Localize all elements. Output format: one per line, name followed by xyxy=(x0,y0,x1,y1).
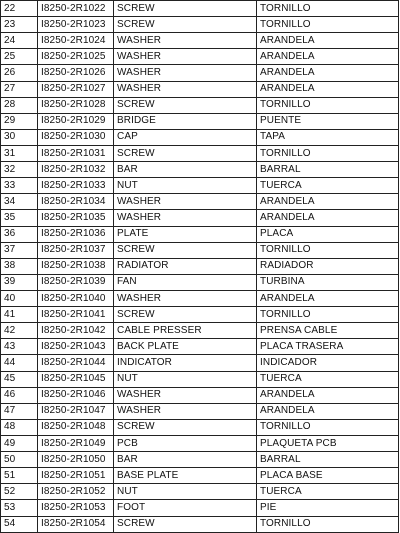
english-name-cell: BASE PLATE xyxy=(114,468,257,484)
english-name-cell: SCREW xyxy=(114,17,257,33)
spanish-name-cell: TORNILLO xyxy=(257,145,399,161)
english-name-cell: FOOT xyxy=(114,500,257,516)
english-name-cell: WASHER xyxy=(114,290,257,306)
row-number-cell: 42 xyxy=(1,323,38,339)
spanish-name-cell: PLACA BASE xyxy=(257,468,399,484)
table-row xyxy=(1,258,399,274)
row-number-cell: 29 xyxy=(1,113,38,129)
english-name-cell: WASHER xyxy=(114,81,257,97)
english-name-cell: WASHER xyxy=(114,387,257,403)
spanish-name-cell: TORNILLO xyxy=(257,1,399,17)
row-number-cell: 34 xyxy=(1,194,38,210)
english-name-cell: RADIATOR xyxy=(114,258,257,274)
spanish-name-cell: ARANDELA xyxy=(257,194,399,210)
row-number-cell: 28 xyxy=(1,97,38,113)
row-number-cell: 53 xyxy=(1,500,38,516)
row-number-cell: 23 xyxy=(1,17,38,33)
row-number-cell: 37 xyxy=(1,242,38,258)
part-code-cell: I8250-2R1029 xyxy=(38,113,114,129)
spanish-name-cell: ARANDELA xyxy=(257,49,399,65)
row-number-cell: 36 xyxy=(1,226,38,242)
table-row xyxy=(1,387,399,403)
row-number-cell: 35 xyxy=(1,210,38,226)
spanish-name-cell: TORNILLO xyxy=(257,242,399,258)
table-row xyxy=(1,355,399,371)
table-row xyxy=(1,194,399,210)
spanish-name-cell: TORNILLO xyxy=(257,516,399,532)
spanish-name-cell: ARANDELA xyxy=(257,81,399,97)
part-code-cell: I8250-2R1041 xyxy=(38,307,114,323)
english-name-cell: WASHER xyxy=(114,210,257,226)
english-name-cell: SCREW xyxy=(114,145,257,161)
part-code-cell: I8250-2R1050 xyxy=(38,452,114,468)
table-row xyxy=(1,17,399,33)
spanish-name-cell: TUERCA xyxy=(257,178,399,194)
part-code-cell: I8250-2R1046 xyxy=(38,387,114,403)
part-code-cell: I8250-2R1044 xyxy=(38,355,114,371)
table-row xyxy=(1,452,399,468)
part-code-cell: I8250-2R1027 xyxy=(38,81,114,97)
part-code-cell: I8250-2R1023 xyxy=(38,17,114,33)
spanish-name-cell: TUERCA xyxy=(257,484,399,500)
english-name-cell: BAR xyxy=(114,452,257,468)
table-row xyxy=(1,178,399,194)
row-number-cell: 33 xyxy=(1,178,38,194)
part-code-cell: I8250-2R1054 xyxy=(38,516,114,532)
english-name-cell: FAN xyxy=(114,274,257,290)
table-row xyxy=(1,226,399,242)
table-row xyxy=(1,500,399,516)
row-number-cell: 39 xyxy=(1,274,38,290)
spanish-name-cell: PLACA xyxy=(257,226,399,242)
table-row xyxy=(1,371,399,387)
spanish-name-cell: ARANDELA xyxy=(257,33,399,49)
spanish-name-cell: BARRAL xyxy=(257,162,399,178)
row-number-cell: 30 xyxy=(1,129,38,145)
part-code-cell: I8250-2R1053 xyxy=(38,500,114,516)
part-code-cell: I8250-2R1049 xyxy=(38,435,114,451)
row-number-cell: 51 xyxy=(1,468,38,484)
spanish-name-cell: TORNILLO xyxy=(257,17,399,33)
row-number-cell: 48 xyxy=(1,419,38,435)
spanish-name-cell: ARANDELA xyxy=(257,290,399,306)
english-name-cell: BRIDGE xyxy=(114,113,257,129)
table-row xyxy=(1,484,399,500)
table-row xyxy=(1,129,399,145)
part-code-cell: I8250-2R1026 xyxy=(38,65,114,81)
english-name-cell: INDICATOR xyxy=(114,355,257,371)
english-name-cell: PCB xyxy=(114,435,257,451)
row-number-cell: 24 xyxy=(1,33,38,49)
spanish-name-cell: TURBINA xyxy=(257,274,399,290)
table-row xyxy=(1,33,399,49)
table-row xyxy=(1,65,399,81)
english-name-cell: NUT xyxy=(114,178,257,194)
row-number-cell: 41 xyxy=(1,307,38,323)
spanish-name-cell: PRENSA CABLE xyxy=(257,323,399,339)
row-number-cell: 44 xyxy=(1,355,38,371)
spanish-name-cell: BARRAL xyxy=(257,452,399,468)
row-number-cell: 43 xyxy=(1,339,38,355)
english-name-cell: CAP xyxy=(114,129,257,145)
english-name-cell: WASHER xyxy=(114,33,257,49)
table-row xyxy=(1,242,399,258)
english-name-cell: SCREW xyxy=(114,242,257,258)
spanish-name-cell: PLACA TRASERA xyxy=(257,339,399,355)
row-number-cell: 46 xyxy=(1,387,38,403)
spanish-name-cell: TAPA xyxy=(257,129,399,145)
english-name-cell: PLATE xyxy=(114,226,257,242)
part-code-cell: I8250-2R1033 xyxy=(38,178,114,194)
part-code-cell: I8250-2R1051 xyxy=(38,468,114,484)
table-row xyxy=(1,307,399,323)
part-code-cell: I8250-2R1030 xyxy=(38,129,114,145)
row-number-cell: 54 xyxy=(1,516,38,532)
english-name-cell: WASHER xyxy=(114,49,257,65)
row-number-cell: 40 xyxy=(1,290,38,306)
spanish-name-cell: RADIADOR xyxy=(257,258,399,274)
table-row xyxy=(1,210,399,226)
spanish-name-cell: TORNILLO xyxy=(257,419,399,435)
spanish-name-cell: PLAQUETA PCB xyxy=(257,435,399,451)
english-name-cell: SCREW xyxy=(114,307,257,323)
row-number-cell: 26 xyxy=(1,65,38,81)
part-code-cell: I8250-2R1036 xyxy=(38,226,114,242)
row-number-cell: 52 xyxy=(1,484,38,500)
row-number-cell: 45 xyxy=(1,371,38,387)
row-number-cell: 27 xyxy=(1,81,38,97)
part-code-cell: I8250-2R1048 xyxy=(38,419,114,435)
part-code-cell: I8250-2R1032 xyxy=(38,162,114,178)
part-code-cell: I8250-2R1047 xyxy=(38,403,114,419)
spanish-name-cell: PUENTE xyxy=(257,113,399,129)
table-row xyxy=(1,274,399,290)
english-name-cell: SCREW xyxy=(114,516,257,532)
table-row xyxy=(1,162,399,178)
part-code-cell: I8250-2R1043 xyxy=(38,339,114,355)
english-name-cell: WASHER xyxy=(114,65,257,81)
table-row xyxy=(1,81,399,97)
row-number-cell: 31 xyxy=(1,145,38,161)
part-code-cell: I8250-2R1040 xyxy=(38,290,114,306)
english-name-cell: WASHER xyxy=(114,194,257,210)
part-code-cell: I8250-2R1028 xyxy=(38,97,114,113)
english-name-cell: BAR xyxy=(114,162,257,178)
table-row xyxy=(1,516,399,532)
spanish-name-cell: TUERCA xyxy=(257,371,399,387)
row-number-cell: 50 xyxy=(1,452,38,468)
part-code-cell: I8250-2R1039 xyxy=(38,274,114,290)
part-code-cell: I8250-2R1034 xyxy=(38,194,114,210)
part-code-cell: I8250-2R1042 xyxy=(38,323,114,339)
english-name-cell: BACK PLATE xyxy=(114,339,257,355)
spanish-name-cell: PIE xyxy=(257,500,399,516)
part-code-cell: I8250-2R1045 xyxy=(38,371,114,387)
english-name-cell: CABLE PRESSER xyxy=(114,323,257,339)
spanish-name-cell: ARANDELA xyxy=(257,210,399,226)
part-code-cell: I8250-2R1035 xyxy=(38,210,114,226)
row-number-cell: 32 xyxy=(1,162,38,178)
row-number-cell: 22 xyxy=(1,1,38,17)
table-row xyxy=(1,97,399,113)
part-code-cell: I8250-2R1024 xyxy=(38,33,114,49)
spanish-name-cell: INDICADOR xyxy=(257,355,399,371)
table-row xyxy=(1,49,399,65)
spanish-name-cell: ARANDELA xyxy=(257,387,399,403)
spanish-name-cell: TORNILLO xyxy=(257,307,399,323)
part-code-cell: I8250-2R1022 xyxy=(38,1,114,17)
table-row xyxy=(1,1,399,17)
table-row xyxy=(1,403,399,419)
parts-table-body xyxy=(1,1,399,533)
table-row xyxy=(1,113,399,129)
part-code-cell: I8250-2R1037 xyxy=(38,242,114,258)
row-number-cell: 38 xyxy=(1,258,38,274)
part-code-cell: I8250-2R1052 xyxy=(38,484,114,500)
english-name-cell: SCREW xyxy=(114,419,257,435)
english-name-cell: NUT xyxy=(114,484,257,500)
row-number-cell: 47 xyxy=(1,403,38,419)
spanish-name-cell: ARANDELA xyxy=(257,403,399,419)
table-row xyxy=(1,339,399,355)
spanish-name-cell: ARANDELA xyxy=(257,65,399,81)
table-row xyxy=(1,435,399,451)
table-row xyxy=(1,323,399,339)
row-number-cell: 25 xyxy=(1,49,38,65)
spanish-name-cell: TORNILLO xyxy=(257,97,399,113)
part-code-cell: I8250-2R1038 xyxy=(38,258,114,274)
english-name-cell: WASHER xyxy=(114,403,257,419)
table-row xyxy=(1,145,399,161)
part-code-cell: I8250-2R1025 xyxy=(38,49,114,65)
english-name-cell: SCREW xyxy=(114,1,257,17)
english-name-cell: SCREW xyxy=(114,97,257,113)
table-row xyxy=(1,290,399,306)
part-code-cell: I8250-2R1031 xyxy=(38,145,114,161)
table-row xyxy=(1,468,399,484)
table-row xyxy=(1,419,399,435)
row-number-cell: 49 xyxy=(1,435,38,451)
english-name-cell: NUT xyxy=(114,371,257,387)
